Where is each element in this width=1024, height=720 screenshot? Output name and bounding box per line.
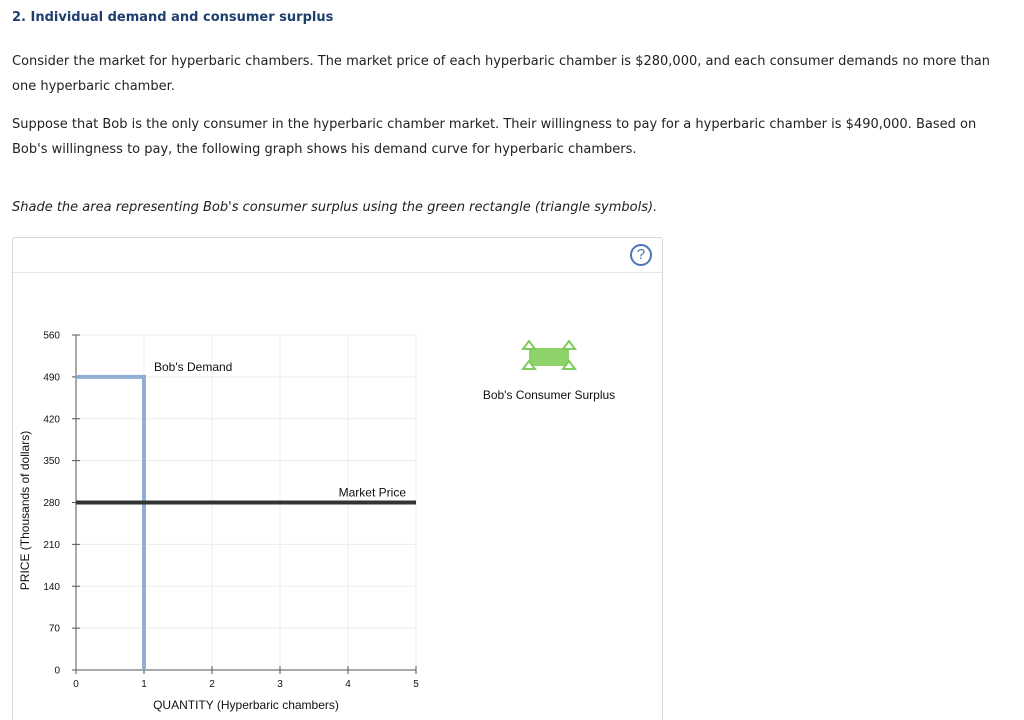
y-tick-label: 140 xyxy=(43,581,60,593)
y-tick-label: 490 xyxy=(43,372,60,384)
axis-ticks xyxy=(43,331,419,691)
surplus-rectangle-icon[interactable] xyxy=(529,348,569,366)
y-tick-label: 420 xyxy=(43,414,60,426)
demand-curve-label: Bob's Demand xyxy=(154,359,233,374)
consumer-surplus-tool-label: Bob's Consumer Surplus xyxy=(482,388,616,402)
x-tick-label: 5 xyxy=(413,679,419,690)
consumer-description: Suppose that Bob is the only consumer in the hyperbaric chamber market. Their willingness to pay for a hyperbaric chamber is $490,000. Based on Bob's willingness to pay, the following graph shows his demand curve for hyperbaric chambers. xyxy=(12,117,977,157)
x-tick-label: 2 xyxy=(209,679,215,690)
help-icon[interactable]: ? xyxy=(630,244,652,266)
x-tick-label: 1 xyxy=(141,679,147,690)
y-tick-label: 350 xyxy=(43,456,60,468)
x-axis-title: QUANTITY (Hyperbaric chambers) xyxy=(153,698,339,712)
y-axis-title: PRICE (Thousands of dollars) xyxy=(18,430,32,591)
series-lines xyxy=(76,377,416,670)
market-description: Consider the market for hyperbaric chambers. The market price of each hyperbaric chamber is $280,000, and each consumer demands no more than one hyperbaric chamber. xyxy=(12,54,991,94)
demand-curve[interactable] xyxy=(76,377,144,670)
consumer-surplus-chart[interactable] xyxy=(13,238,664,720)
y-tick-label: 280 xyxy=(43,498,60,509)
triangle-handle-icon[interactable] xyxy=(563,341,575,349)
shading-instruction: Shade the area representing Bob's consumer surplus using the green rectangle (triangle symbols). xyxy=(12,200,658,215)
market-price-label: Market Price xyxy=(338,485,406,500)
y-tick-label: 560 xyxy=(43,330,60,342)
question-heading: 2. Individual demand and consumer surplus xyxy=(12,10,334,25)
x-tick-label: 0 xyxy=(73,679,79,690)
y-tick-label: 0 xyxy=(54,665,60,677)
consumer-surplus-tool[interactable] xyxy=(523,341,575,369)
graph-panel xyxy=(12,237,663,720)
x-tick-label: 4 xyxy=(345,679,351,690)
y-tick-label: 210 xyxy=(43,539,60,551)
y-tick-label: 70 xyxy=(48,623,60,635)
x-tick-label: 3 xyxy=(277,679,283,690)
triangle-handle-icon[interactable] xyxy=(523,341,535,349)
